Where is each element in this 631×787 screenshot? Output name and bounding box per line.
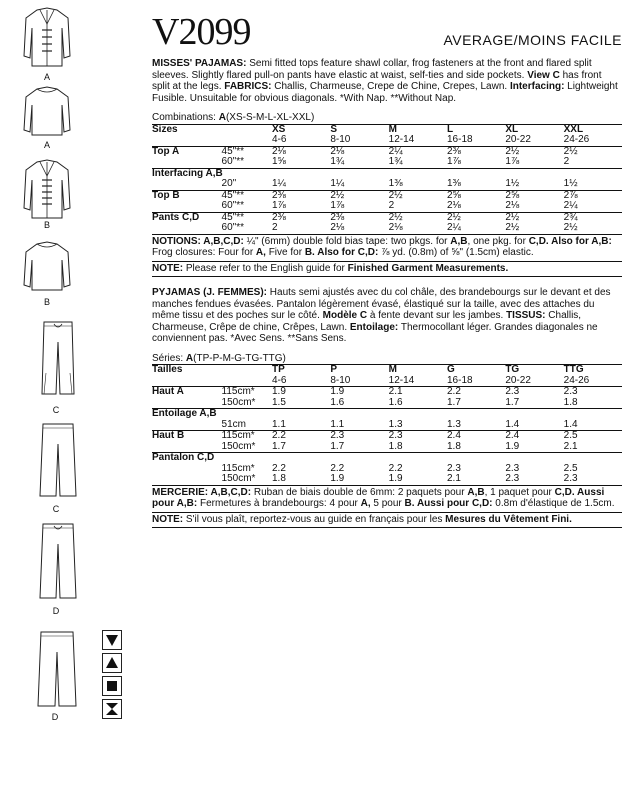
yardage-value: 1⅜ [388,178,403,189]
table-row [152,387,622,398]
notions: MERCERIE: A,B,C,D: Ruban de biais double de 6mm: 2 paquets pour A,B, 1 paquet pour C,D. Aussi pour A,B: Fermetures à brandebourgs: 4 pour A, 5 pour B. Aussi pour C,D: 0.8m d'élastique de 1.5cm. [152,486,615,509]
yardage-value: 2½ [505,212,563,223]
fabrics-label: FABRICS: [224,81,272,92]
size-code: G [446,364,455,375]
view-c-text: has front split at the legs. [152,69,602,92]
yardage-value: 2⅝ [505,190,563,201]
size-label: Tailles [152,365,222,387]
garment-name: Haut A [152,387,222,398]
yardage-value: 2.3 [505,387,563,398]
yardage-value: 2.2 [272,431,330,442]
size-range: 16-18 [446,374,473,386]
description [152,58,622,104]
size-column-header [330,365,388,387]
yardage-value: 2½ [505,146,563,157]
table-row [152,223,622,234]
description-text: Hauts semi ajustés avec du col châle, des brandebourgs sur le devant et des manches fendues évasées. Pantalon légèrement évasé, élastiqué sur la taille, avec des attaches du même tissu et des poches sur le côté. [152,287,611,321]
figure-pants-d-back [36,628,78,722]
yardage-value: 1.7 [330,440,345,452]
size-code: XXL [563,123,584,135]
table-row [152,442,622,453]
figure-label: C [52,504,60,514]
yardage-value: 1¼ [272,178,286,189]
interfacing-text: Lightweight Fusible. Unsuitable for obvious diagonals. *With Nap. **Without Nap. [152,81,618,104]
figure-label: D [52,606,60,616]
yardage-value: 1.3 [446,418,461,430]
size-range: 24-26 [563,134,590,145]
figure-pants-c-back [38,420,78,514]
interfacing-text: Thermocollant léger. Grandes diagonales ne conviennent pas. *Avec Sens. **Sans Sens. [152,321,598,344]
yardage-value: 2.4 [447,431,505,442]
table-row [152,179,622,190]
size-column-header [505,365,563,387]
figure-label: C [52,405,60,415]
notions: NOTIONS: A,B,C,D: ¼" (6mm) double fold bias tape: two pkgs. for A,B, one pkg. for C,D. Also for A,B: Frog closures: Four for A, Five for B. Also for C,D: ⅞ yd. (0.8m) of ⅝" (1.5cm) elastic. [152,235,612,258]
yardage-value: 2¾ [564,212,622,223]
header-spacer [222,124,272,146]
yardage-value: 1.9 [330,387,388,398]
fabric-width: 115cm* [222,387,272,398]
yardage-value: 2.3 [505,474,563,485]
size-range: 8-10 [330,134,351,145]
fabric-width: 60"** [221,156,244,167]
yardage-value: 2.3 [505,462,520,474]
french-section [152,287,622,528]
garment-name [152,442,222,453]
yardage-value: 1.4 [505,418,520,430]
size-range: 16-18 [446,134,473,145]
figure-label: B [43,220,50,230]
yardage-value: 1.9 [272,387,330,398]
yardage-value: 1½ [505,178,520,189]
yardage-value: 2.3 [330,431,388,442]
yardage-value: 2 [563,156,570,167]
yardage-value: 2.1 [447,474,505,485]
yardage-value: 2½ [447,212,505,223]
yardage-value: 2.3 [564,387,622,398]
table-group-row [152,453,622,464]
fabrics-label: TISSUS: [506,310,546,321]
table-header-row [152,124,622,146]
pattern-symbols [102,630,122,722]
size-code: M [388,123,397,135]
description-text: Semi fitted tops feature shawl collar, frog fasteners at the front and flared split sleeves. Slightly flared pull-on pants have elastic at waist, self-ties and side pockets. [152,58,592,81]
yardage-value: 2⅛ [330,146,388,157]
size-range: 12-14 [388,374,415,386]
table-row [152,431,622,442]
yardage-value: 1.1 [330,418,345,430]
garment-name: Interfacing A,B [152,168,622,179]
pattern-info [152,58,622,528]
figure-pants-c-front [40,318,76,415]
yardage-value: 1.8 [563,396,578,408]
yardage-table [152,364,622,486]
yardage-value: 1.4 [563,418,578,430]
yardage-value: 1.8 [388,440,403,452]
figure-label: A [43,72,50,82]
yardage-value: 1.6 [388,396,403,408]
view-c-label: View C [527,69,560,81]
garment-name: Top A [152,146,222,157]
figure-label: B [43,297,50,307]
yardage-value: 1.8 [446,440,461,452]
size-label: Sizes [152,124,222,146]
yardage-value: 1¾ [330,156,345,167]
yardage-value: 2⅝ [447,190,505,201]
yardage-value: 1.8 [272,474,330,485]
yardage-value: 2⅜ [272,190,330,201]
size-range: 24-26 [563,374,590,386]
yardage-value: 2½ [564,146,622,157]
figure-top-a-front [22,6,72,82]
fabrics-text: Challis, Charmeuse, Crêpe de chine, Crêpes, Lawn. [152,310,582,333]
triangle-down-icon [102,630,122,650]
fabric-width: 20" [221,178,237,189]
yardage-table [152,124,622,235]
garment-name: Entoilage A,B [152,409,622,420]
size-code: TP [272,364,285,375]
note: NOTE: Please refer to the English guide for Finished Garment Measurements. [152,261,622,278]
hourglass-icon [102,699,122,719]
size-code: TG [505,364,520,375]
yardage-value: 1⅝ [272,156,286,167]
yardage-value: 2.3 [389,431,447,442]
garment-name [152,223,222,234]
figure-top-b-front [22,158,72,230]
yardage-value: 1¾ [388,156,403,167]
yardage-value: 2⅛ [272,146,330,157]
pattern-number: V2099 [152,11,251,53]
figure-label: D [51,712,59,722]
table-row [152,474,622,485]
fabrics-text: Challis, Charmeuse, Crepe de Chine, Crepes, Lawn. [271,81,510,92]
yardage-value: 1⅞ [272,200,286,211]
size-column-header [272,365,330,387]
header-spacer [222,365,272,387]
yardage-value: 2⅛ [446,200,461,211]
size-column-header [564,124,622,146]
fabric-width: 45"** [222,212,272,223]
square-icon [102,676,122,696]
yardage-value: 2.1 [389,387,447,398]
yardage-value: 2¼ [447,223,505,234]
garment-name: Pantalon C,D [152,453,622,464]
size-column-header [447,365,505,387]
size-range: 4-6 [272,134,287,145]
yardage-value: 1.7 [446,396,461,408]
description [152,287,622,345]
table-header-row [152,365,622,387]
garment-illustrations [0,0,145,787]
yardage-value: 1⅜ [446,178,461,189]
size-code: XS [272,123,286,135]
size-column-header [389,124,447,146]
yardage-value: 2.4 [505,431,563,442]
yardage-value: 1.6 [330,396,345,408]
description-title: MISSES' PAJAMAS: [152,58,247,69]
garment-name: Haut B [152,431,222,442]
figure-top-a-back [22,85,72,150]
table-row [152,157,622,168]
yardage-value: 2 [388,200,395,211]
table-row [152,420,622,431]
size-code: S [330,123,337,135]
yardage-value: 2¼ [389,146,447,157]
yardage-value: 1.9 [505,440,520,452]
garment-name: Top B [152,190,222,201]
size-range: 4-6 [272,374,287,386]
yardage-value: 2⅛ [505,200,520,211]
yardage-value: 2⅜ [272,212,330,223]
yardage-value: 2.2 [272,462,286,474]
yardage-value: 1½ [563,178,578,189]
garment-name [152,474,222,485]
yardage-value: 2½ [330,190,388,201]
yardage-value: 2½ [389,212,447,223]
description-title: PYJAMAS (J. FEMMES): [152,287,268,298]
yardage-value: 1⅞ [446,156,461,167]
interfacing-label: Entoilage: [349,321,399,333]
garment-name [152,157,222,168]
figure-pants-d-front [38,520,78,616]
fabric-width: 115cm* [222,431,272,442]
fabric-width: 115cm* [221,462,255,474]
size-code: M [388,364,397,375]
garment-name [152,179,222,190]
yardage-value: 2.2 [330,462,345,474]
figure-label: A [43,140,50,150]
yardage-value: 1.3 [388,418,403,430]
difficulty-level: AVERAGE/MOINS FACILE [443,32,622,48]
combinations: Séries: A(TP-P-M-G-TG-TTG) [152,352,286,364]
size-column-header [447,124,505,146]
size-range: 8-10 [330,374,351,386]
view-c-text: à fente devant sur les jambes. [367,310,507,321]
yardage-value: 1.1 [272,418,286,430]
size-column-header [505,124,563,146]
yardage-value: 2.3 [564,474,622,485]
yardage-value: 2.2 [388,462,403,474]
yardage-value: 1.7 [272,440,286,452]
table-row [152,201,622,212]
table-group-row [152,409,622,420]
yardage-value: 2.1 [563,440,578,452]
garment-name [152,464,222,475]
triangle-up-icon [102,653,122,673]
garment-name [152,398,222,409]
fabric-width: 150cm* [221,440,256,452]
fabric-width: 45"** [222,146,272,157]
size-column-header [564,365,622,387]
size-code: L [446,123,454,135]
yardage-value: 2⅛ [330,223,388,234]
yardage-value: 1.9 [330,474,388,485]
fabric-width: 60"** [221,200,244,211]
figure-top-b-back [22,240,72,307]
yardage-value: 2⅛ [389,223,447,234]
yardage-value: 2½ [505,223,563,234]
yardage-value: 2.5 [563,462,578,474]
size-code: XL [505,123,519,135]
size-column-header [330,124,388,146]
english-section [152,58,622,277]
size-code: P [330,364,337,375]
yardage-value: 2.5 [564,431,622,442]
yardage-value: 1.5 [272,396,286,408]
interfacing-label: Interfacing: [509,81,565,92]
size-column-header [389,365,447,387]
yardage-value: 2.2 [447,387,505,398]
garment-name [152,420,222,431]
yardage-value: 1.7 [505,396,520,408]
yardage-value: 1¼ [330,178,345,189]
header [152,10,622,53]
size-range: 20-22 [505,374,531,386]
note: NOTE: S'il vous plaît, reportez-vous au guide en français pour les Mesures du Vêtement Fini. [152,512,622,529]
size-range: 20-22 [505,134,531,145]
size-code: TTG [563,364,584,375]
yardage-value: 1.9 [389,474,447,485]
garment-name [152,201,222,212]
yardage-value: 2½ [389,190,447,201]
fabric-width: 60"** [222,223,272,234]
yardage-value: 1⅞ [330,200,345,211]
garment-name: Pants C,D [152,212,222,223]
size-range: 12-14 [388,134,415,145]
fabric-width: 150cm* [221,396,256,408]
fabric-width: 45"** [222,190,272,201]
yardage-value: 2 [272,223,330,234]
yardage-value: 2¼ [563,200,578,211]
fabric-width: 51cm [221,418,246,430]
yardage-value: 1⅞ [505,156,520,167]
yardage-value: 2.3 [446,462,461,474]
yardage-value: 2⅞ [564,190,622,201]
yardage-value: 2⅜ [447,146,505,157]
view-c-label: Modèle C [322,310,368,321]
size-column-header [272,124,330,146]
yardage-value: 2⅜ [330,212,388,223]
fabric-width: 150cm* [222,474,272,485]
yardage-value: 2½ [564,223,622,234]
table-row [152,398,622,409]
combinations: Combinations: A(XS-S-M-L-XL-XXL) [152,112,315,123]
